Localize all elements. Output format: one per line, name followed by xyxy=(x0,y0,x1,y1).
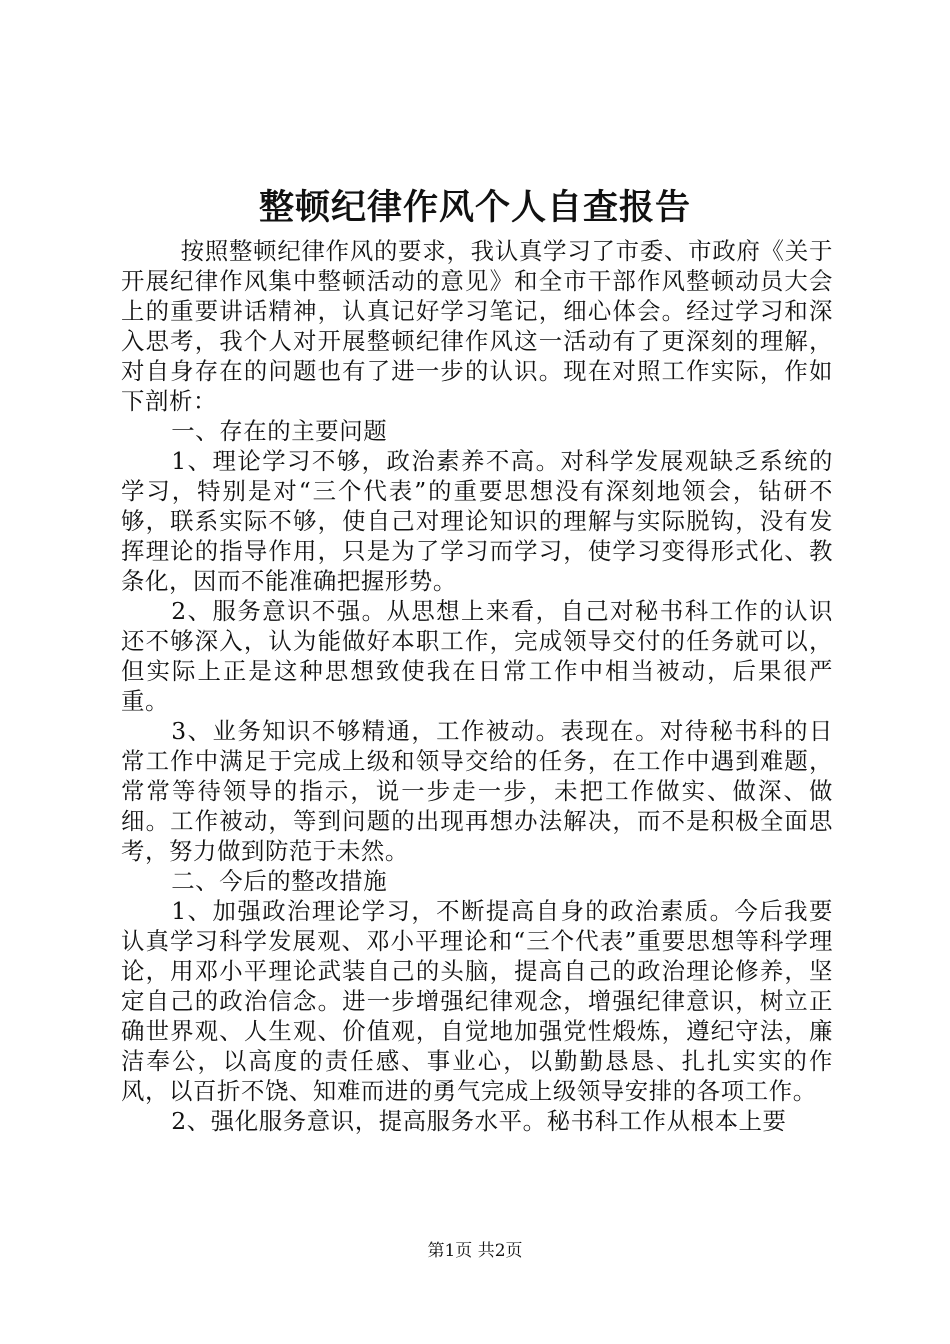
measure-paragraph-2: 2、强化服务意识，提高服务水平。秘书科工作从根本上要 xyxy=(171,1107,787,1135)
intro-paragraph: 按照整顿纪律作风的要求，我认真学习了市委、市政府《关于开展纪律作风集中整顿活动的意见》和全市干部作风整顿动员大会上的重要讲话精神，认真记好学习笔记，细心体会。经过学习和深入思考，我个人对开展整顿纪律作风这一活动有了更深刻的理解，对自身存在的问题也有了进一步的认识。现在对照工作实际，作如下剖析： xyxy=(121,237,833,415)
document-body xyxy=(121,236,833,1136)
problem-paragraph-1: 1、理论学习不够，政治素养不高。对科学发展观缺乏系统的学习，特别是对“三个代表”的重要思想没有深刻地领会，钻研不够，联系实际不够，使自己对理论知识的理解与实际脱钩，没有发挥理论的指导作用，只是为了学习而学习，使学习变得形式化、教条化，因而不能准确把握形势。 xyxy=(121,447,833,595)
section-heading-problems: 一、存在的主要问题 xyxy=(171,417,388,445)
page-number-footer: 第1页 共2页 xyxy=(427,1241,523,1261)
problem-paragraph-2: 2、服务意识不强。从思想上来看，自己对秘书科工作的认识还不够深入，认为能做好本职工作，完成领导交付的任务就可以，但实际上正是这种思想致使我在日常工作中相当被动，后果很严重。 xyxy=(121,597,833,715)
section-heading-measures: 二、今后的整改措施 xyxy=(171,867,388,895)
measure-paragraph-1: 1、加强政治理论学习，不断提高自身的政治素质。今后我要认真学习科学发展观、邓小平理论和“三个代表”重要思想等科学理论，用邓小平理论武装自己的头脑，提高自己的政治理论修养，坚定自己的政治信念。进一步增强纪律观念，增强纪律意识，树立正确世界观、人生观、价值观，自觉地加强党性煅炼，遵纪守法，廉洁奉公，以高度的责任感、事业心，以勤勤恳恳、扎扎实实的作风，以百折不饶、知难而进的勇气完成上级领导安排的各项工作。 xyxy=(121,897,833,1105)
problem-paragraph-3: 3、业务知识不够精通，工作被动。表现在。对待秘书科的日常工作中满足于完成上级和领导交给的任务，在工作中遇到难题，常常等待领导的指示，说一步走一步，未把工作做实、做深、做细。工作被动，等到问题的出现再想办法解决，而不是积极全面思考，努力做到防范于未然。 xyxy=(121,717,833,865)
document-title: 整顿纪律作风个人自查报告 xyxy=(258,187,691,228)
